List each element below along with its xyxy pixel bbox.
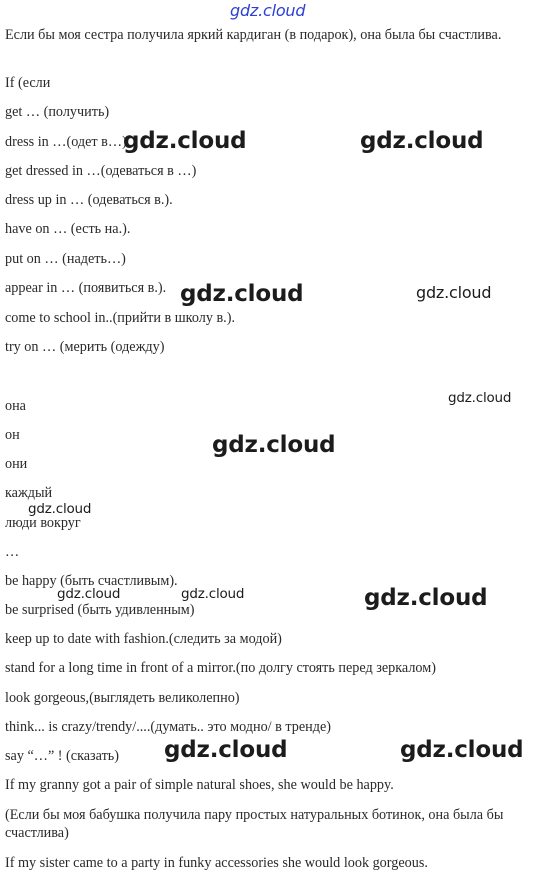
phrase-line: look gorgeous,(выглядеть великолепно) xyxy=(5,690,240,706)
watermark: gdz.cloud xyxy=(57,586,121,602)
watermark: gdz.cloud xyxy=(28,501,92,517)
watermark: gdz.cloud xyxy=(212,432,336,458)
vocab-line: come to school in..(прийти в школу в.). xyxy=(5,310,235,326)
phrase-line: stand for a long time in front of a mirror.(по долгу стоять перед зеркалом) xyxy=(5,660,436,676)
pronoun-line: … xyxy=(5,544,20,560)
vocab-line: appear in … (появиться в.). xyxy=(5,280,167,296)
watermark: gdz.cloud xyxy=(181,586,245,602)
watermark: gdz.cloud xyxy=(448,390,512,406)
watermark: gdz.cloud xyxy=(180,281,304,307)
pronoun-line: они xyxy=(5,456,28,472)
pronoun-line: он xyxy=(5,427,20,443)
example-translation: (Если бы моя бабушка получила пару простых натуральных ботинок, она была бы счастлива) xyxy=(5,807,504,841)
vocab-line: get … (получить) xyxy=(5,104,110,120)
watermark: gdz.cloud xyxy=(364,585,488,611)
vocab-line: If (если xyxy=(5,75,51,91)
phrase-line: think... is crazy/trendy/....(думать.. это модно/ в тренде) xyxy=(5,719,331,735)
watermark: gdz.cloud xyxy=(164,737,288,763)
vocab-line: get dressed in …(одеваться в …) xyxy=(5,163,197,179)
watermark: gdz.cloud xyxy=(400,737,524,763)
sentence-line: Если бы моя сестра получила яркий кардиган (в подарок), она была бы счастлива. xyxy=(5,27,502,43)
vocab-line: dress up in … (одеваться в.). xyxy=(5,192,173,208)
phrase-line: be surprised (быть удивленным) xyxy=(5,602,195,618)
phrase-line: keep up to date with fashion.(следить за модой) xyxy=(5,631,282,647)
watermark: gdz.cloud xyxy=(360,128,484,154)
vocab-line: put on … (надеть…) xyxy=(5,251,126,267)
vocab-line: have on … (есть на.). xyxy=(5,221,131,237)
watermark-top: gdz.cloud xyxy=(230,1,306,20)
example-sentence: If my granny got a pair of simple natural shoes, she would be happy. xyxy=(5,777,394,793)
phrase-line: say “…” ! (сказать) xyxy=(5,748,119,764)
pronoun-line: люди вокруг xyxy=(5,515,81,531)
watermark: gdz.cloud xyxy=(416,283,492,302)
example-sentence: If my sister came to a party in funky accessories she would look gorgeous. xyxy=(5,855,428,871)
pronoun-line: каждый xyxy=(5,485,53,501)
watermark: gdz.cloud xyxy=(123,128,247,154)
phrase-line: be happy (быть счастливым). xyxy=(5,573,178,589)
vocab-line: dress in …(одет в…) xyxy=(5,134,127,150)
vocab-line: try on … (мерить (одежду) xyxy=(5,339,165,355)
pronoun-line: она xyxy=(5,398,26,414)
